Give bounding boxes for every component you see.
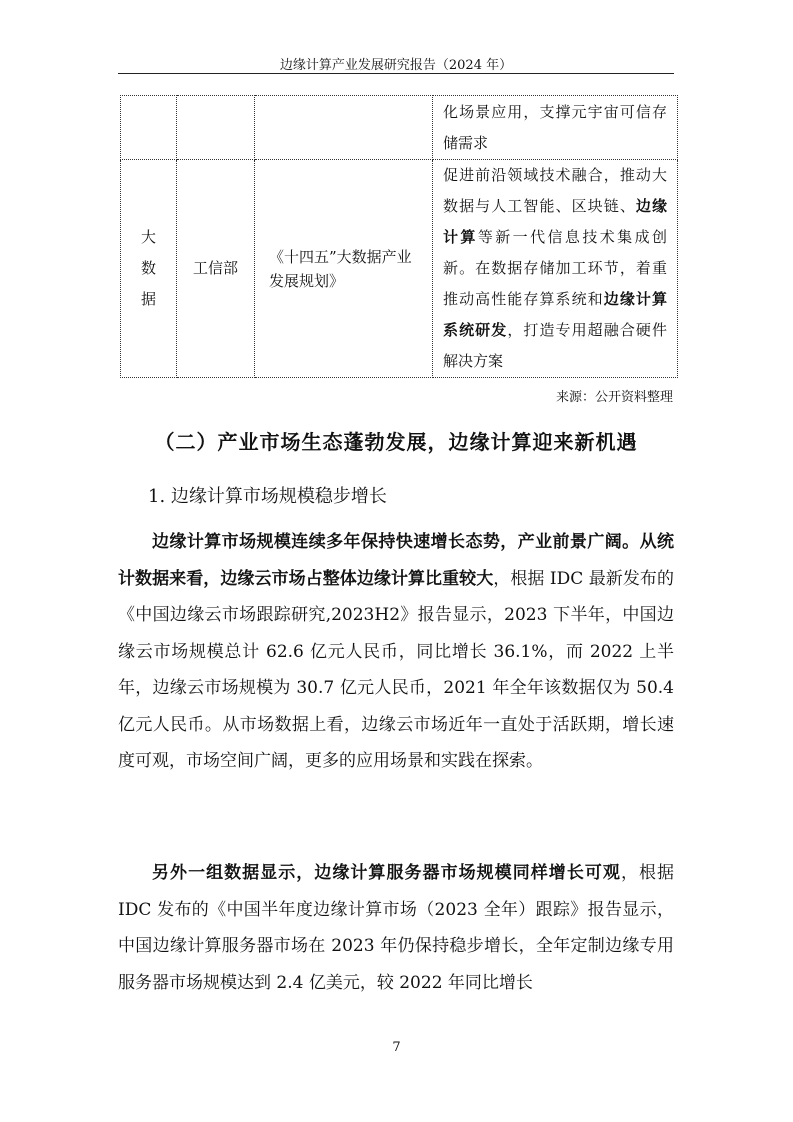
page-number: 7 <box>392 1040 401 1055</box>
table-cell-policy <box>255 96 433 160</box>
paragraph-text: ，根据 IDC 最新发布的《中国边缘云市场跟踪研究,2023H2》报告显示，2023 下半年，中国边缘云市场规模总计 62.6 亿元人民币，同比增长 36.1%，而 2022 上半年，边缘云市场规模为 30.7 亿元人民币，2021 年全年该数据仅为 50.4 亿元人民币。从市场数据上看，边缘云市场近年一直处于活跃期，增长速度可观，市场空间广阔，更多的应用场景和实践在探索。 <box>118 568 674 771</box>
table-cell-field: 大数据 <box>121 160 177 378</box>
content-bold: 边缘计算 <box>443 197 667 246</box>
table-row <box>121 96 678 160</box>
paragraph <box>118 524 674 780</box>
section-title: （二）产业市场生态蓬勃发展，边缘计算迎来新机遇 <box>154 430 638 454</box>
table-cell-policy: 《十四五”大数据产业发展规划》 <box>255 160 433 378</box>
paragraph <box>118 855 674 1001</box>
table-row <box>121 160 678 378</box>
content-text: 等新一代信息技术集成创新。在数据存储加工环节，着重推动高性能存算系统和 <box>443 228 667 308</box>
paragraph-bold-lead: 边缘计算市场规模连续多年保持快速增长态势，产业前景广阔。从统计数据来看，边缘云市场占整体边缘计算比重较大 <box>118 532 674 589</box>
table-cell-department <box>177 96 255 160</box>
table-cell-department: 工信部 <box>177 160 255 378</box>
paragraph-bold-lead: 另外一组数据显示，边缘计算服务器市场规模同样增长可观 <box>152 863 621 883</box>
paragraph-text: ，根据 IDC 发布的《中国半年度边缘计算市场（2023 全年）跟踪》报告显示，中国边缘计算服务器市场在 2023 年仍保持稳步增长，全年定制边缘专用服务器市场规模达到 2.4 亿美元，较 2022 年同比增长 <box>118 863 675 993</box>
running-header: 边缘计算产业发展研究报告（2024 年） <box>279 58 513 73</box>
table-cell-content: 化场景应用，支撑元宇宙可信存储需求 <box>433 96 678 160</box>
table-source-note: 来源：公开资料整理 <box>555 390 673 405</box>
policy-table <box>120 95 678 378</box>
table-cell-field <box>121 96 177 160</box>
table-cell-content <box>433 160 678 378</box>
content-text: 促进前沿领域技术融合，推动大数据与人工智能、区块链、 <box>443 166 667 215</box>
content-bold: 边缘计算系统研发 <box>443 290 667 339</box>
content-text: ，打造专用超融合硬件解决方案 <box>443 321 667 370</box>
subsection-title: 1. 边缘计算市场规模稳步增长 <box>148 486 387 507</box>
header-rule <box>118 73 674 74</box>
